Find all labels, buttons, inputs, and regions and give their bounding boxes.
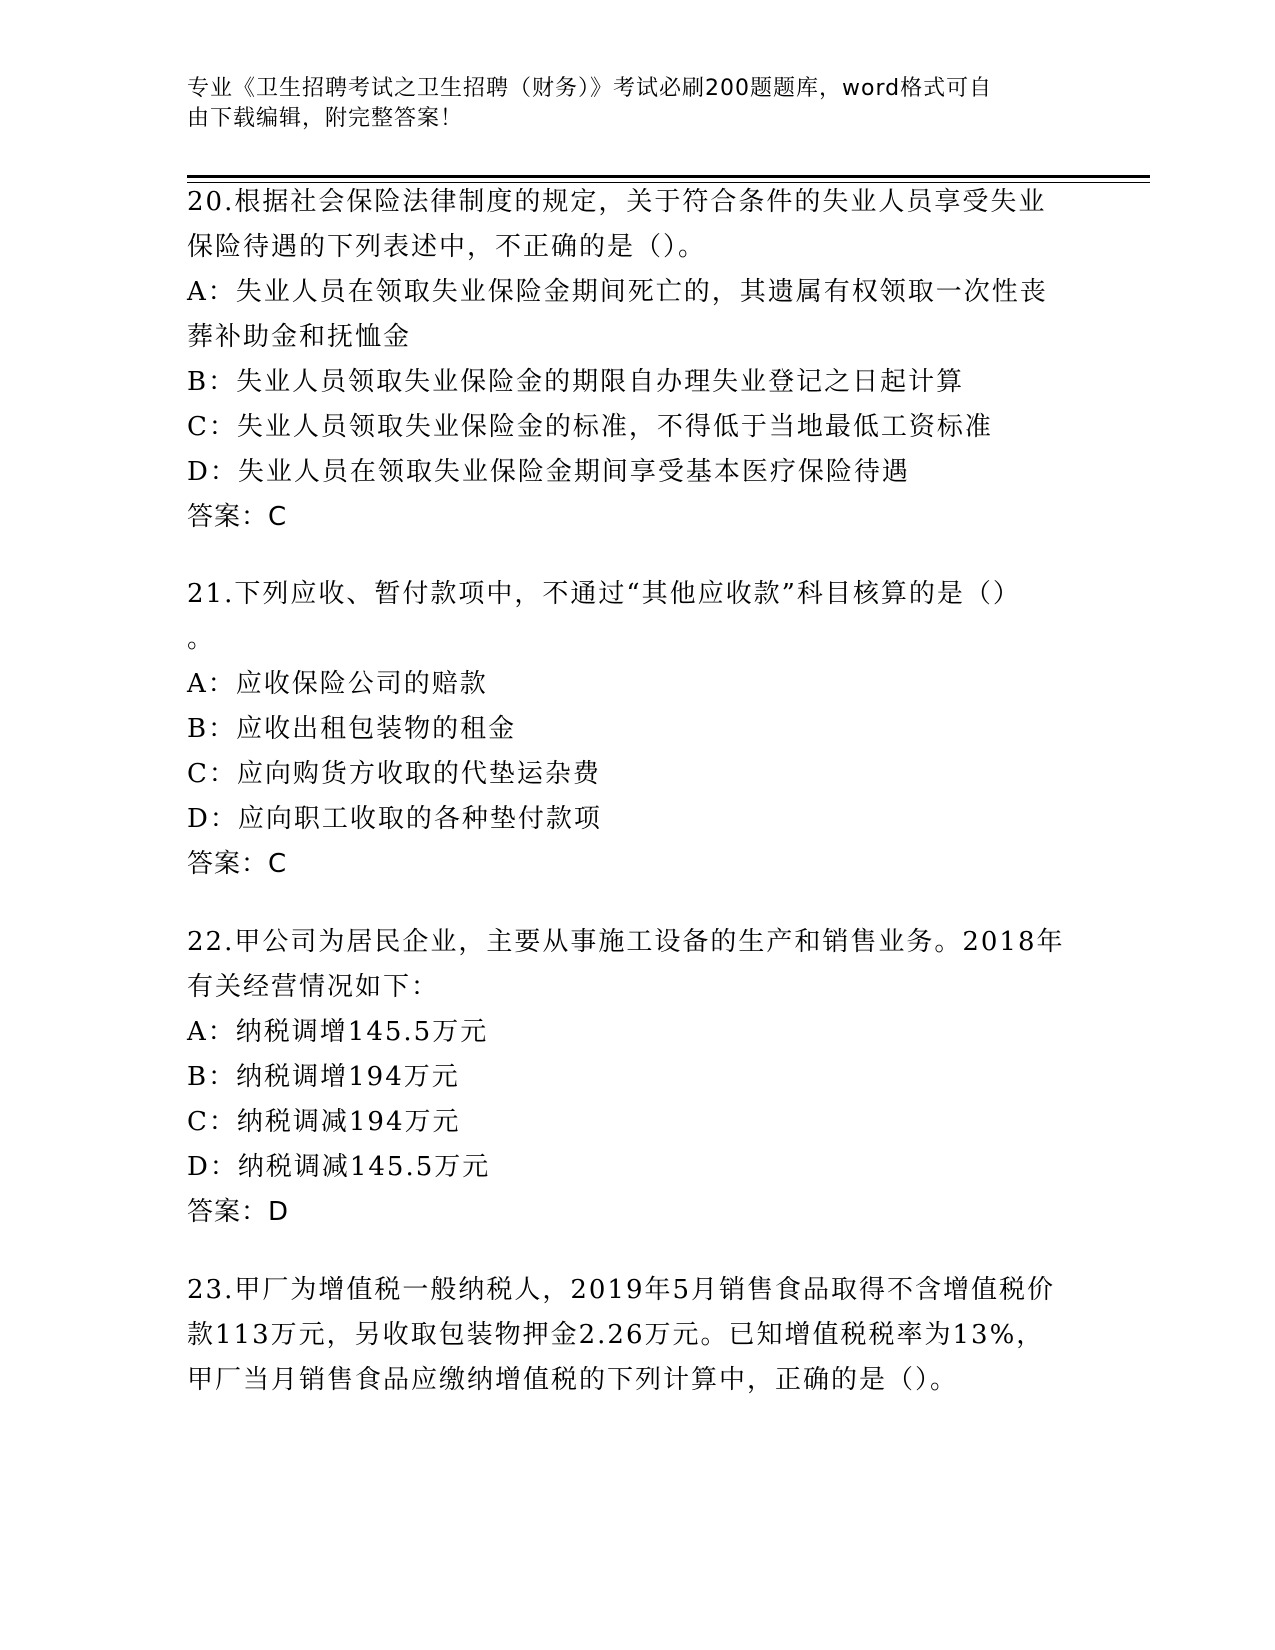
option-a: A：应收保险公司的赔款 [187, 669, 488, 699]
option-b: B：失业人员领取失业保险金的期限自办理失业登记之日起计算 [187, 367, 965, 397]
question-stem-line: 22.甲公司为居民企业，主要从事施工设备的生产和销售业务。2018年 [187, 927, 1065, 957]
question-stem-line: 21.下列应收、暂付款项中，不通过“其他应收款”科目核算的是（） [187, 579, 1021, 609]
option-d: D：纳税调减145.5万元 [187, 1152, 491, 1182]
answer-line: 答案：C [187, 849, 288, 879]
answer-line: 答案：D [187, 1197, 290, 1227]
answer-line: 答案：C [187, 502, 288, 532]
question-20 [187, 180, 1087, 540]
question-stem-line: 款113万元，另收取包装物押金2.26万元。已知增值税税率为13%， [187, 1320, 1045, 1350]
option-b: B：应收出租包装物的租金 [187, 714, 517, 744]
question-stem-line: 。 [187, 624, 216, 654]
option-b: B：纳税调增194万元 [187, 1062, 460, 1092]
option-a: A：纳税调增145.5万元 [187, 1017, 489, 1047]
question-stem-line: 保险待遇的下列表述中，不正确的是（）。 [187, 232, 707, 262]
option-c: C：应向购货方收取的代垫运杂费 [187, 759, 601, 789]
option-c: C：失业人员领取失业保险金的标准，不得低于当地最低工资标准 [187, 412, 993, 442]
option-d: D：失业人员在领取失业保险金期间享受基本医疗保险待遇 [187, 457, 910, 487]
question-22 [187, 920, 1087, 1235]
header-divider-thick [187, 175, 1150, 178]
question-stem-line: 有关经营情况如下： [187, 972, 440, 1002]
header-line-1: 专业《卫生招聘考试之卫生招聘（财务）》考试必刷200题题库，word格式可自 [187, 76, 993, 101]
option-a-continued: 葬补助金和抚恤金 [187, 322, 412, 352]
option-c: C：纳税调减194万元 [187, 1107, 461, 1137]
option-a: A：失业人员在领取失业保险金期间死亡的，其遗属有权领取一次性丧 [187, 277, 1048, 307]
question-23 [187, 1268, 1087, 1403]
question-stem-line: 23.甲厂为增值税一般纳税人，2019年5月销售食品取得不含增值税价 [187, 1275, 1056, 1305]
header-line-2: 由下载编辑，附完整答案！ [187, 106, 464, 131]
question-21 [187, 572, 1087, 887]
option-d: D：应向职工收取的各种垫付款项 [187, 804, 602, 834]
question-stem-line: 20.根据社会保险法律制度的规定，关于符合条件的失业人员享受失业 [187, 187, 1047, 217]
document-header [187, 74, 1067, 134]
question-stem-line: 甲厂当月销售食品应缴纳增值税的下列计算中，正确的是（）。 [187, 1365, 959, 1395]
